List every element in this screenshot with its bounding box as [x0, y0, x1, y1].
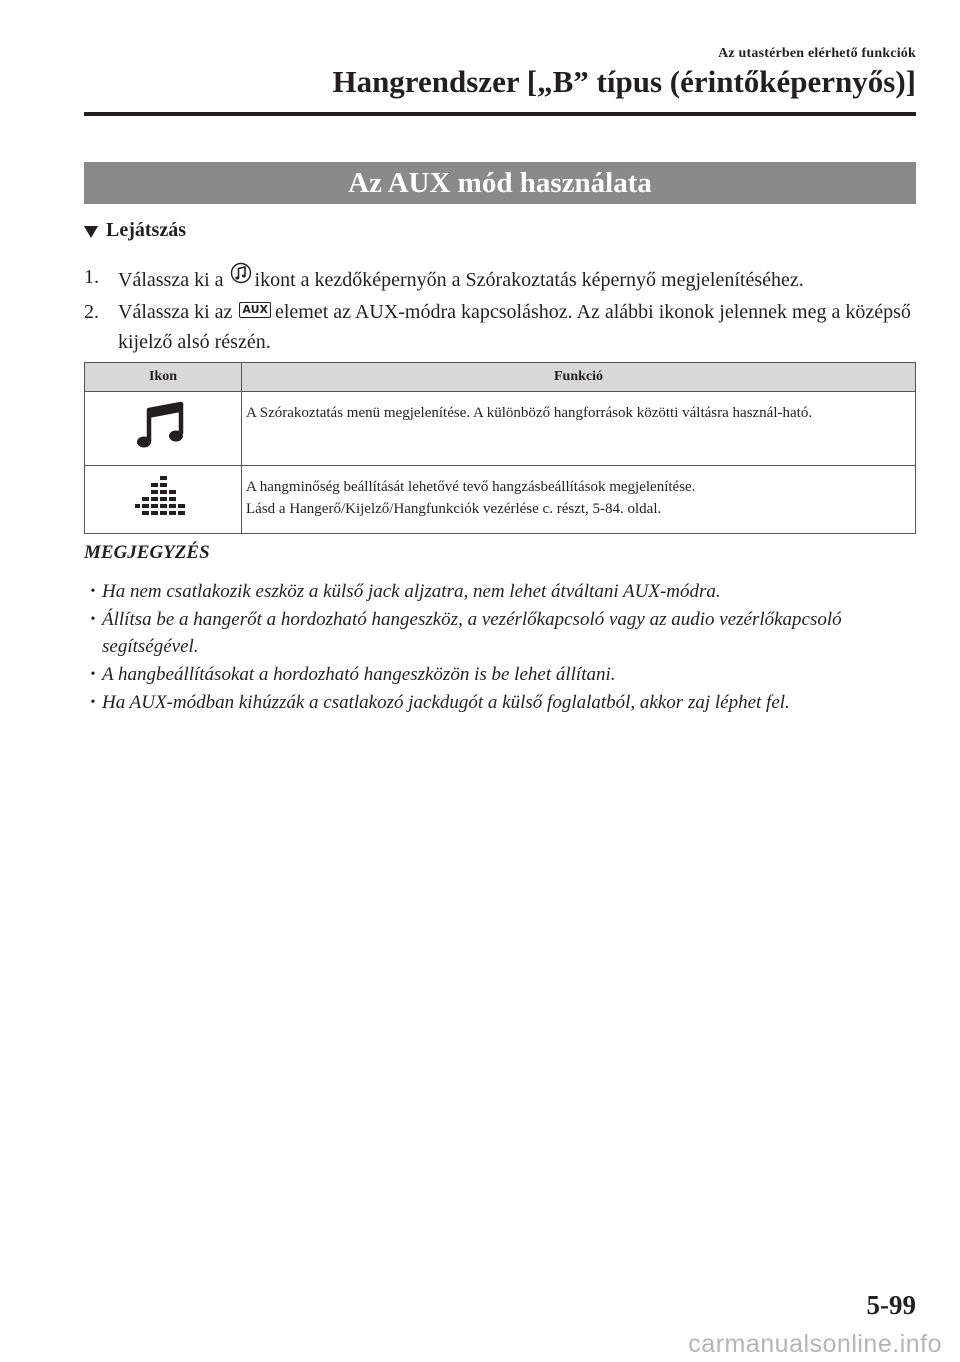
table-header-icon: Ikon: [85, 363, 242, 392]
header-section-title: Az utastérben elérhető funkciók: [718, 46, 916, 61]
table-header-row: [85, 363, 916, 392]
notes-list: [84, 578, 924, 717]
function-line: Lásd a Hangerő/Kijelző/Hangfunkciók vezérlése c. részt, 5-84. oldal.: [246, 501, 662, 517]
icon-cell: [85, 392, 242, 466]
step-number: 1.: [84, 266, 99, 288]
watermark: carmanualsonline.info: [688, 1330, 942, 1358]
bullet-icon: •: [90, 695, 96, 710]
function-cell: [242, 466, 916, 534]
triangle-marker-icon: [84, 226, 98, 238]
aux-badge-icon: AUX: [239, 302, 271, 318]
note-heading: MEGJEGYZÉS: [84, 542, 210, 563]
note-text: Ha AUX-módban kihúzzák a csatlakozó jackdugót a külső foglalatból, akkor zaj léphet fel.: [102, 692, 790, 713]
step-text: [118, 262, 916, 295]
step-number: 2.: [84, 301, 99, 323]
page-number: 5-99: [866, 1290, 916, 1320]
step-1: [84, 262, 916, 295]
step-2: [84, 297, 916, 357]
list-item: [84, 689, 924, 716]
list-item: [84, 661, 924, 688]
step-text-after: ikont a kezdőképernyőn a Szórakoztatás képernyő megjelenítéséhez.: [254, 269, 804, 291]
section-title: Az AUX mód használata: [348, 166, 652, 199]
note-text: A hangbeállításokat a hordozható hangeszközön is be lehet állítani.: [102, 664, 616, 685]
steps-list: [84, 262, 916, 359]
list-item: [84, 606, 924, 660]
note-text: Ha nem csatlakozik eszköz a külső jack aljzatra, nem lehet átváltani AUX-módra.: [102, 581, 721, 602]
table-row: [85, 392, 916, 466]
icon-function-table: [84, 362, 916, 534]
step-text-before: Válassza ki az: [118, 301, 233, 323]
icon-cell: [85, 466, 242, 534]
bullet-icon: •: [90, 667, 96, 682]
bullet-icon: •: [90, 584, 96, 599]
music-note-icon: [135, 400, 191, 450]
list-item: [84, 578, 924, 605]
page-header-title: Hangrendszer [„B” típus (érintőképernyős)]: [332, 64, 916, 99]
note-text: Állítsa be a hangerőt a hordozható hangeszköz, a vezérlőkapcsoló vagy az audio vezérlőkapcsoló segítségével.: [102, 609, 842, 657]
section-banner: [84, 162, 916, 204]
bullet-icon: •: [90, 612, 96, 627]
function-cell: A Szórakoztatás menü megjelenítése. A különböző hangforrások közötti váltásra használ-ható.: [242, 392, 916, 466]
step-text-after: elemet az AUX-módra kapcsoláshoz. Az alábbi ikonok jelennek meg a középső kijelző alsó részén.: [118, 301, 911, 353]
subheading: [84, 219, 186, 242]
step-text-before: Válassza ki a: [118, 269, 224, 291]
function-line: A hangminőség beállítását lehetővé tevő hangzásbeállítások megjelenítése.: [246, 479, 696, 495]
subheading-label: Lejátszás: [106, 219, 186, 241]
step-text: [118, 297, 916, 357]
table-row: [85, 466, 916, 534]
table-header-function: Funkció: [242, 363, 916, 392]
music-note-icon: [230, 262, 252, 288]
equalizer-icon: [135, 474, 191, 518]
header-rule: [84, 112, 916, 116]
